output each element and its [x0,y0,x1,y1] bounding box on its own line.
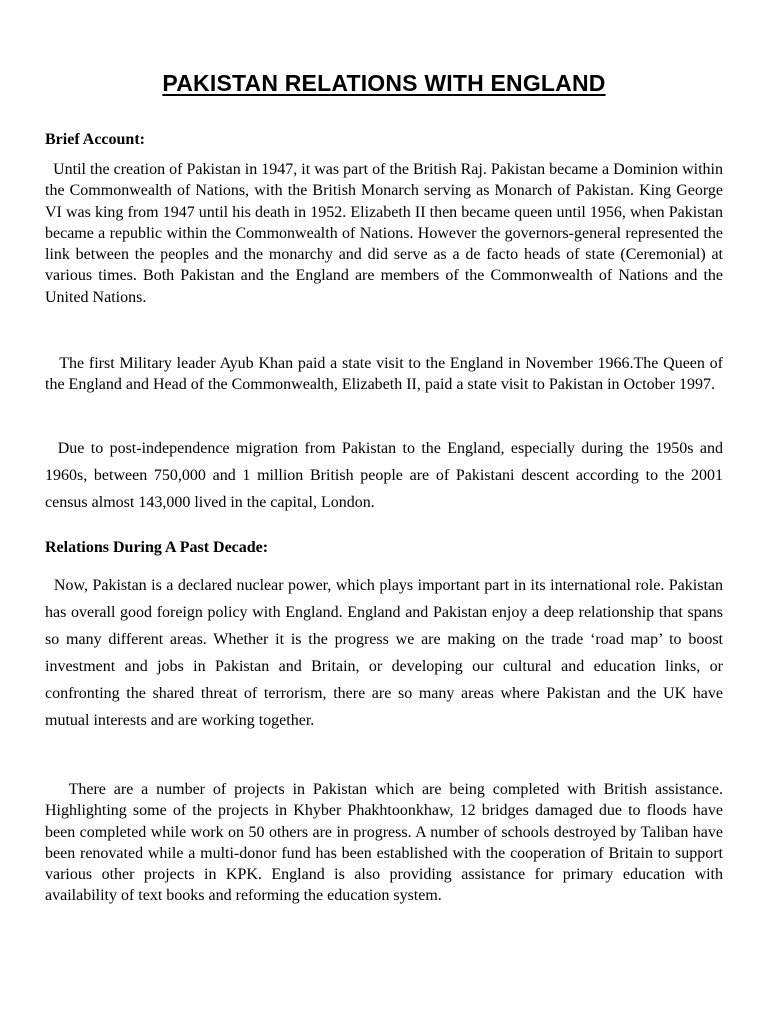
paragraph-creation-of-pakistan: Until the creation of Pakistan in 1947, it was part of the British Raj. Pakistan became a Dominion within the Commonwealth of Nations, with the British Monarch serving as Monarch of Pakistan. King George VI was king from 1947 until his death in 1952. Elizabeth II then became queen until 1956, when Pakistan became a republic within the Commonwealth of Nations. However the governors-general represented the link between the peoples and the monarchy and did serve as a de facto heads of state (Ceremonial) at various times. Both Pakistan and the England are members of the Commonwealth of Nations and the United Nations. [45,161,723,306]
section-heading-past-decade: Relations During A Past Decade: [45,539,269,556]
paragraph-state-visits: The first Military leader Ayub Khan paid a state visit to the England in November 1966.The Queen of the England and Head of the Commonwealth, Elizabeth II, paid a state visit to Pakistan in October 1997. [45,355,723,393]
section-heading-brief-account: Brief Account: [45,131,145,148]
paragraph-migration: Due to post-independence migration from Pakistan to the England, especially during the 1950s and 1960s, between 750,000 and 1 million British people are of Pakistani descent according to the 2001 census almost 143,000 lived in the capital, London. [45,440,723,511]
paragraph-british-projects: There are a number of projects in Pakistan which are being completed with British assistance. Highlighting some of the projects in Khyber Phakhtoonkhaw, 12 bridges damaged due to floods have been completed while work on 50 others are in progress. A number of schools destroyed by Taliban have been renovated while a multi-donor fund has been established with the cooperation of Britain to support various other projects in KPK. England is also providing assistance for primary education with availability of text books and reforming the education system. [45,781,723,905]
document-title: PAKISTAN RELATIONS WITH ENGLAND [162,70,606,96]
paragraph-nuclear-power: Now, Pakistan is a declared nuclear power, which plays important part in its international role. Pakistan has overall good foreign policy with England. England and Pakistan enjoy a deep relationship that spans so many different areas. Whether it is the progress we are making on the trade ‘road map’ to boost investment and jobs in Pakistan and Britain, or developing our cultural and education links, or confronting the shared threat of terrorism, there are so many areas where Pakistan and the UK have mutual interests and are working together. [45,577,723,729]
